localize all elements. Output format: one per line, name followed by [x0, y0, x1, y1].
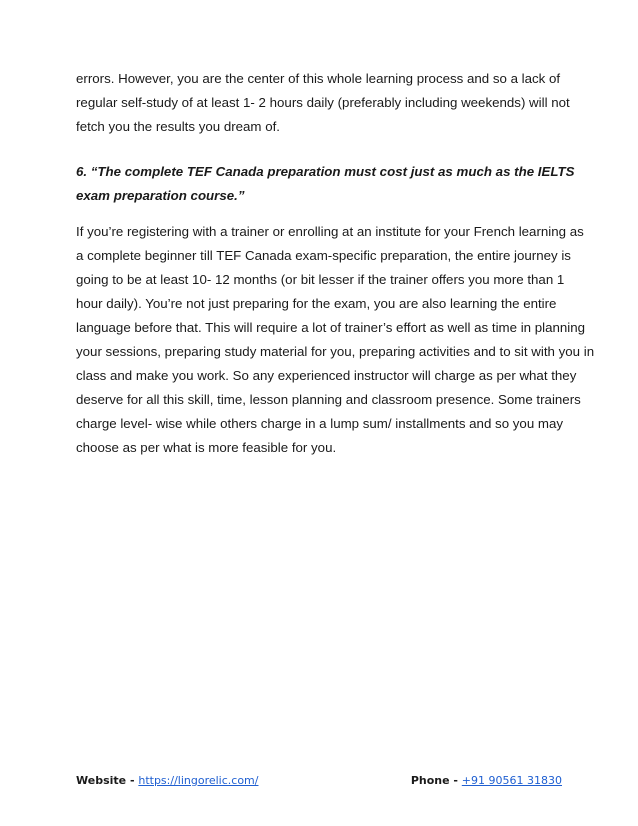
footer-phone: [411, 771, 562, 791]
heading-line: 6. “The complete TEF Canada preparation must cost just as much as the IELTS: [76, 164, 575, 179]
footer-website: [76, 771, 258, 791]
heading-line: exam preparation course.”: [76, 188, 245, 203]
text-line: language before that. This will require a lot of trainer’s effort as well as time in planning: [76, 320, 586, 335]
section-heading: [76, 160, 575, 208]
text-line: deserve for all this skill, time, lesson planning and classroom presence. Some trainers: [76, 392, 581, 407]
text-line: charge level- wise while others charge in a lump sum/ installments and so you may: [76, 416, 564, 431]
text-line: class and make you work. So any experienced instructor will charge as per what they: [76, 368, 577, 383]
text-line: fetch you the results you dream of.: [76, 119, 280, 134]
text-line: your sessions, preparing study material for you, preparing activities and to sit with you in: [76, 344, 595, 359]
text-line: errors. However, you are the center of this whole learning process and so a lack of: [76, 71, 561, 86]
text-line: a complete beginner till TEF Canada exam-specific preparation, the entire journey is: [76, 248, 571, 263]
website-label: Website -: [76, 774, 139, 787]
text-line: going to be at least 10- 12 months (or bit lesser if the trainer offers you more than 1: [76, 272, 565, 287]
website-link[interactable]: https://lingorelic.com/: [138, 774, 259, 787]
text-line: hour daily). You’re not just preparing for the exam, you are also learning the entire: [76, 296, 557, 311]
text-line: choose as per what is more feasible for you.: [76, 440, 337, 455]
paragraph-top: [76, 67, 570, 139]
paragraph-main: [76, 220, 595, 460]
page-footer: [76, 771, 562, 791]
text-line: If you’re registering with a trainer or enrolling at an institute for your French learning as: [76, 224, 584, 239]
phone-label: Phone -: [410, 774, 462, 787]
text-line: regular self-study of at least 1- 2 hours daily (preferably including weekends) will not: [76, 95, 570, 110]
phone-link[interactable]: +91 90561 31830: [461, 774, 562, 787]
